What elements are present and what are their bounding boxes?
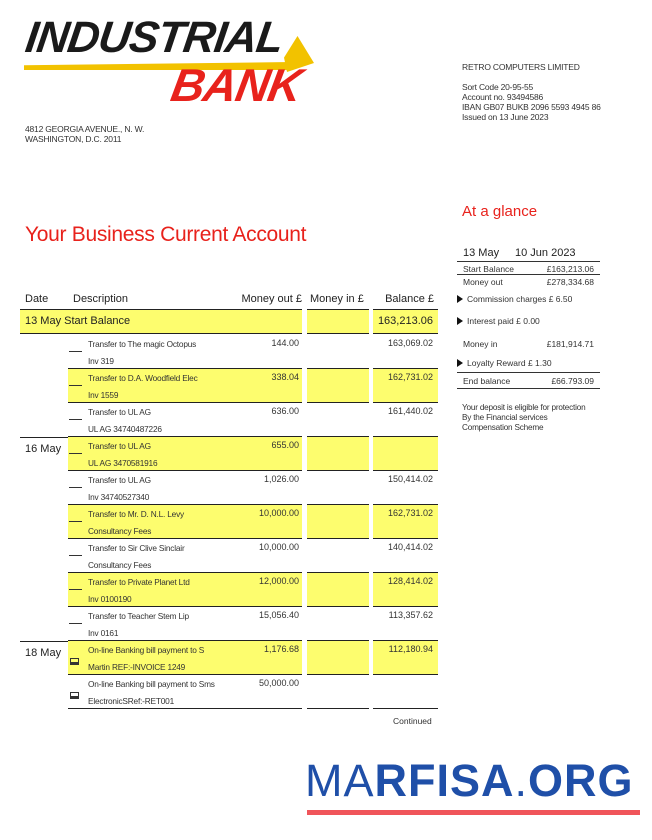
row-money-in	[307, 335, 369, 369]
row-balance: 113,357.62	[388, 610, 433, 620]
row-description-line1: Transfer to UL AG	[88, 475, 151, 485]
triangle-bullet-icon	[457, 295, 463, 303]
watermark-part-org: ORG	[528, 755, 634, 806]
row-money-out: 10,000.00	[258, 542, 299, 552]
sort-code: Sort Code 20-95-55	[462, 82, 534, 92]
row-money-out: 144.00	[271, 338, 299, 348]
start-balance-value: 163,213.06	[373, 309, 438, 334]
row-description-line1: Transfer to Private Planet Ltd	[88, 577, 190, 587]
row-description-cell	[68, 573, 302, 607]
row-description-line1: Transfer to The magic Octopus	[88, 339, 197, 349]
glance-end-balance	[457, 372, 600, 389]
row-description-cell	[68, 641, 302, 675]
glance-start-balance-value: £163,213.06	[546, 263, 594, 274]
row-balance: 150,414.02	[387, 474, 433, 484]
row-balance-cell	[373, 607, 438, 641]
row-balance-cell	[373, 505, 438, 539]
row-balance-cell	[373, 641, 438, 675]
date-group-divider	[20, 641, 68, 642]
header-description: Description	[73, 293, 129, 305]
row-balance: 161,440.02	[387, 406, 433, 416]
table-row	[0, 505, 452, 539]
row-balance-cell	[373, 437, 438, 471]
bank-address	[25, 124, 144, 144]
row-balance: 163,069.02	[387, 338, 433, 348]
row-money-in	[307, 539, 369, 573]
row-description-cell	[68, 607, 302, 641]
row-money-in	[307, 369, 369, 403]
transfer-dash-icon	[69, 555, 82, 556]
row-balance: 162,731.02	[387, 372, 433, 382]
row-description-line2: Martin REF:-INVOICE 1249	[88, 662, 186, 672]
row-date: 18 May	[25, 647, 62, 659]
row-description-cell	[68, 471, 302, 505]
transfer-dash-icon	[69, 521, 82, 522]
row-money-in	[307, 675, 369, 709]
row-description-line1: Transfer to Sir Clive Sinclair	[88, 543, 185, 553]
logo-text-industrial: INDUSTRIAL	[22, 13, 286, 62]
start-balance-label: 13 May Start Balance	[20, 309, 302, 334]
header-date: Date	[25, 293, 49, 305]
bank-address-line2: WASHINGTON, D.C. 2011	[25, 134, 122, 144]
row-description-cell	[68, 437, 302, 471]
row-description-cell	[68, 539, 302, 573]
row-balance-cell	[373, 471, 438, 505]
glance-loyalty-text: Loyalty Reward £ 1.30	[467, 358, 552, 368]
row-balance-cell	[373, 573, 438, 607]
at-a-glance-title: At a glance	[462, 203, 538, 220]
continued-label: Continued	[393, 716, 432, 726]
glance-start-balance	[457, 262, 600, 275]
row-description-line1: On-line Banking bill payment to S	[88, 645, 205, 655]
row-money-out: 655.00	[271, 440, 299, 450]
transactions-table-header	[0, 293, 452, 307]
row-description-cell	[68, 403, 302, 437]
glance-commission-text: Commission charges £ 6.50	[467, 294, 573, 304]
account-number: Account no. 93494586	[462, 92, 544, 102]
table-row	[0, 403, 452, 437]
row-money-out: 338.04	[271, 372, 299, 382]
glance-money-in-label: Money in	[463, 338, 498, 349]
row-description-line2: Inv 0100190	[88, 594, 132, 604]
glance-loyalty	[457, 354, 600, 372]
row-balance-cell	[373, 369, 438, 403]
table-row	[0, 675, 452, 709]
row-description-line2: Inv 0161	[88, 628, 119, 638]
fscs-line1: Your deposit is eligible for protection	[462, 403, 586, 412]
industrial-bank-logo	[22, 12, 317, 111]
triangle-bullet-icon	[457, 359, 463, 367]
row-description-line1: Transfer to Teacher Stem Lip	[88, 611, 189, 621]
glance-interest-text: Interest paid £ 0.00	[467, 316, 540, 326]
company-name: RETRO COMPUTERS LIMITED	[462, 62, 580, 72]
glance-end-balance-label: End balance	[463, 376, 511, 386]
table-row	[0, 539, 452, 573]
header-balance: Balance £	[385, 293, 434, 305]
row-description-line1: Transfer to Mr. D. N.L. Levy	[88, 509, 184, 519]
row-money-out: 1,026.00	[263, 474, 299, 484]
row-description-line1: Transfer to D.A. Woodfield Elec	[88, 373, 198, 383]
row-description-line2: Consultancy Fees	[88, 526, 152, 536]
online-banking-computer-icon	[70, 692, 79, 699]
row-description-line2: Inv 1559	[88, 390, 119, 400]
row-description-line2: UL AG 34740487226	[88, 424, 162, 434]
row-description-line2: ElectronicSRef:-RET001	[88, 696, 174, 706]
row-date: 16 May	[25, 443, 62, 455]
online-banking-computer-icon	[70, 658, 79, 665]
date-group-divider	[20, 437, 68, 438]
row-description-cell	[68, 335, 302, 369]
transfer-dash-icon	[69, 385, 82, 386]
row-description-cell	[68, 505, 302, 539]
watermark-part-rfisa: RFISA	[374, 755, 515, 806]
row-money-out: 636.00	[271, 406, 299, 416]
logo-text-bank: BANK	[167, 59, 306, 111]
table-row	[0, 369, 452, 403]
row-balance: 140,414.02	[387, 542, 433, 552]
glance-money-out-label: Money out	[463, 277, 503, 287]
fscs-protection-note	[462, 403, 585, 433]
row-description-cell	[68, 675, 302, 709]
table-row	[0, 335, 452, 369]
transfer-dash-icon	[69, 487, 82, 488]
glance-end-balance-value: £66.793.09	[551, 376, 594, 386]
row-balance-cell	[373, 675, 438, 709]
row-description-line2: UL AG 3470581916	[88, 458, 158, 468]
triangle-bullet-icon	[457, 317, 463, 325]
issue-date: Issued on 13 June 2023	[462, 112, 549, 122]
transfer-dash-icon	[69, 589, 82, 590]
watermark-text	[305, 755, 634, 806]
iban: IBAN GB07 BUKB 2096 5593 4945 86	[462, 102, 601, 112]
table-row	[0, 471, 452, 505]
row-balance: 128,414.02	[387, 576, 433, 586]
row-money-in	[307, 641, 369, 675]
row-balance-cell	[373, 539, 438, 573]
glance-money-in	[457, 332, 600, 354]
transfer-dash-icon	[69, 453, 82, 454]
glance-money-in-value: £181,914.71	[546, 338, 594, 349]
row-money-in	[307, 403, 369, 437]
glance-period-end: 10 Jun 2023	[515, 247, 576, 259]
row-description-cell	[68, 369, 302, 403]
watermark-part-ma: MA	[305, 755, 375, 806]
row-balance-cell	[373, 335, 438, 369]
row-description-line1: Transfer to UL AG	[88, 407, 151, 417]
transfer-dash-icon	[69, 623, 82, 624]
transfer-dash-icon	[69, 351, 82, 352]
watermark-part-dot: .	[514, 755, 529, 806]
glance-money-out-value: £278,334.68	[546, 277, 594, 287]
account-info	[462, 62, 601, 122]
transfer-dash-icon	[69, 419, 82, 420]
header-money-in: Money in £	[310, 293, 364, 305]
row-money-in	[307, 505, 369, 539]
glance-money-out	[457, 275, 600, 288]
bank-address-line1: 4812 GEORGIA AVENUE., N. W.	[25, 124, 145, 134]
row-money-in	[307, 607, 369, 641]
table-row	[0, 641, 452, 675]
glance-period-start: 13 May	[463, 247, 500, 259]
row-money-out: 1,176.68	[263, 644, 299, 654]
glance-interest	[457, 310, 600, 332]
row-money-out: 10,000.00	[258, 508, 299, 518]
start-balance-money-in	[307, 309, 369, 334]
row-balance: 162,731.02	[387, 508, 433, 518]
marfisa-watermark	[305, 755, 640, 818]
row-balance: 112,180.94	[388, 644, 433, 654]
row-money-out: 50,000.00	[258, 678, 299, 688]
row-description-line1: On-line Banking bill payment to Sms	[88, 679, 215, 689]
glance-start-balance-label: Start Balance	[463, 263, 515, 274]
row-description-line2: Inv 319	[88, 356, 114, 366]
header-money-out: Money out £	[241, 293, 302, 305]
glance-commission	[457, 288, 600, 310]
fscs-line2: By the Financial services	[462, 413, 548, 422]
table-row	[0, 607, 452, 641]
table-row	[0, 437, 452, 471]
row-description-line2: Inv 34740527340	[88, 492, 150, 502]
table-row	[0, 573, 452, 607]
row-money-in	[307, 437, 369, 471]
row-money-in	[307, 573, 369, 607]
row-money-in	[307, 471, 369, 505]
row-money-out: 15,056.40	[258, 610, 299, 620]
row-money-out: 12,000.00	[258, 576, 299, 586]
glance-period	[457, 247, 600, 262]
fscs-line3: Compensation Scheme	[462, 423, 544, 432]
watermark-underline	[307, 810, 640, 815]
row-balance-cell	[373, 403, 438, 437]
row-description-line2: Consultancy Fees	[88, 560, 152, 570]
row-description-line1: Transfer to UL AG	[88, 441, 151, 451]
at-a-glance-summary	[457, 247, 600, 389]
page-title: Your Business Current Account	[25, 223, 307, 246]
